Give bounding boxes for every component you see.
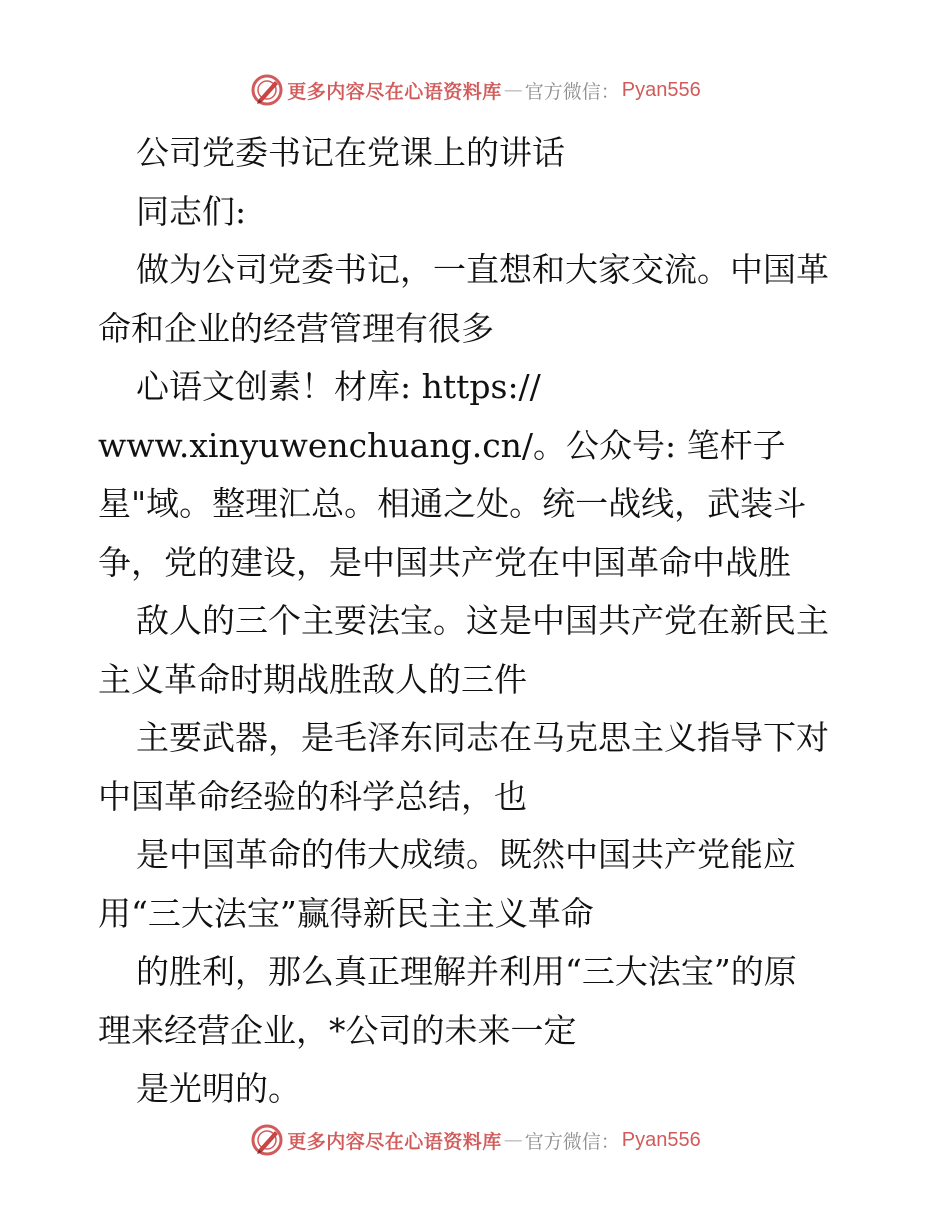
banner-site-text: 更多内容尽在心语资料库 xyxy=(287,80,502,103)
paragraph-line: 星"域。整理汇总。相通之处。统一战线，武装斗 xyxy=(98,484,807,523)
paragraph-line: 做为公司党委书记，一直想和大家交流。中国革 xyxy=(136,250,829,289)
paragraph-line: 用“三大法宝”赢得新民主主义革命 xyxy=(98,893,594,933)
banner-wechat-id: Pyan556 xyxy=(621,1128,701,1151)
paragraph-line: 是中国革命的伟大成绩。既然中国共产党能应 xyxy=(136,835,796,874)
paragraph-line: 心语文创素！材库: https:// xyxy=(136,367,541,406)
banner-wechat-label: 官方微信： xyxy=(524,80,620,103)
pen-logo-icon xyxy=(249,1122,285,1158)
paragraph-line: 敌人的三个主要法宝。这是中国共产党在新民主 xyxy=(136,601,829,640)
document-title: 公司党委书记在党课上的讲话 xyxy=(136,133,565,172)
banner-separator: — xyxy=(503,79,523,101)
banner-wechat-id: Pyan556 xyxy=(621,78,701,101)
banner-separator: — xyxy=(503,1129,523,1151)
salutation: 同志们: xyxy=(136,191,247,231)
banner-site-text: 更多内容尽在心语资料库 xyxy=(287,1130,502,1153)
header-banner xyxy=(0,70,950,110)
footer-banner xyxy=(0,1120,950,1160)
paragraph-line: 主要武器，是毛泽东同志在马克思主义指导下对 xyxy=(136,718,829,757)
paragraph-line: 主义革命时期战胜敌人的三件 xyxy=(98,659,527,699)
paragraph-line: 命和企业的经营管理有很多 xyxy=(98,308,494,348)
paragraph-line: 是光明的。 xyxy=(136,1069,301,1108)
paragraph-line: 中国革命经验的科学总结，也 xyxy=(98,776,527,816)
paragraph-line: 的胜利，那么真正理解并利用“三大法宝”的原 xyxy=(136,952,797,991)
paragraph-line: 理来经营企业，*公司的未来一定 xyxy=(98,1010,577,1050)
paragraph-line: 争，党的建设，是中国共产党在中国革命中战胜 xyxy=(98,542,791,582)
paragraph-line: www.xinyuwenchuang.cn/。公众号: 笔杆子 xyxy=(98,425,786,465)
banner-wechat-label: 官方微信： xyxy=(524,1130,620,1153)
document-body xyxy=(98,124,858,1119)
pen-logo-icon xyxy=(249,72,285,108)
